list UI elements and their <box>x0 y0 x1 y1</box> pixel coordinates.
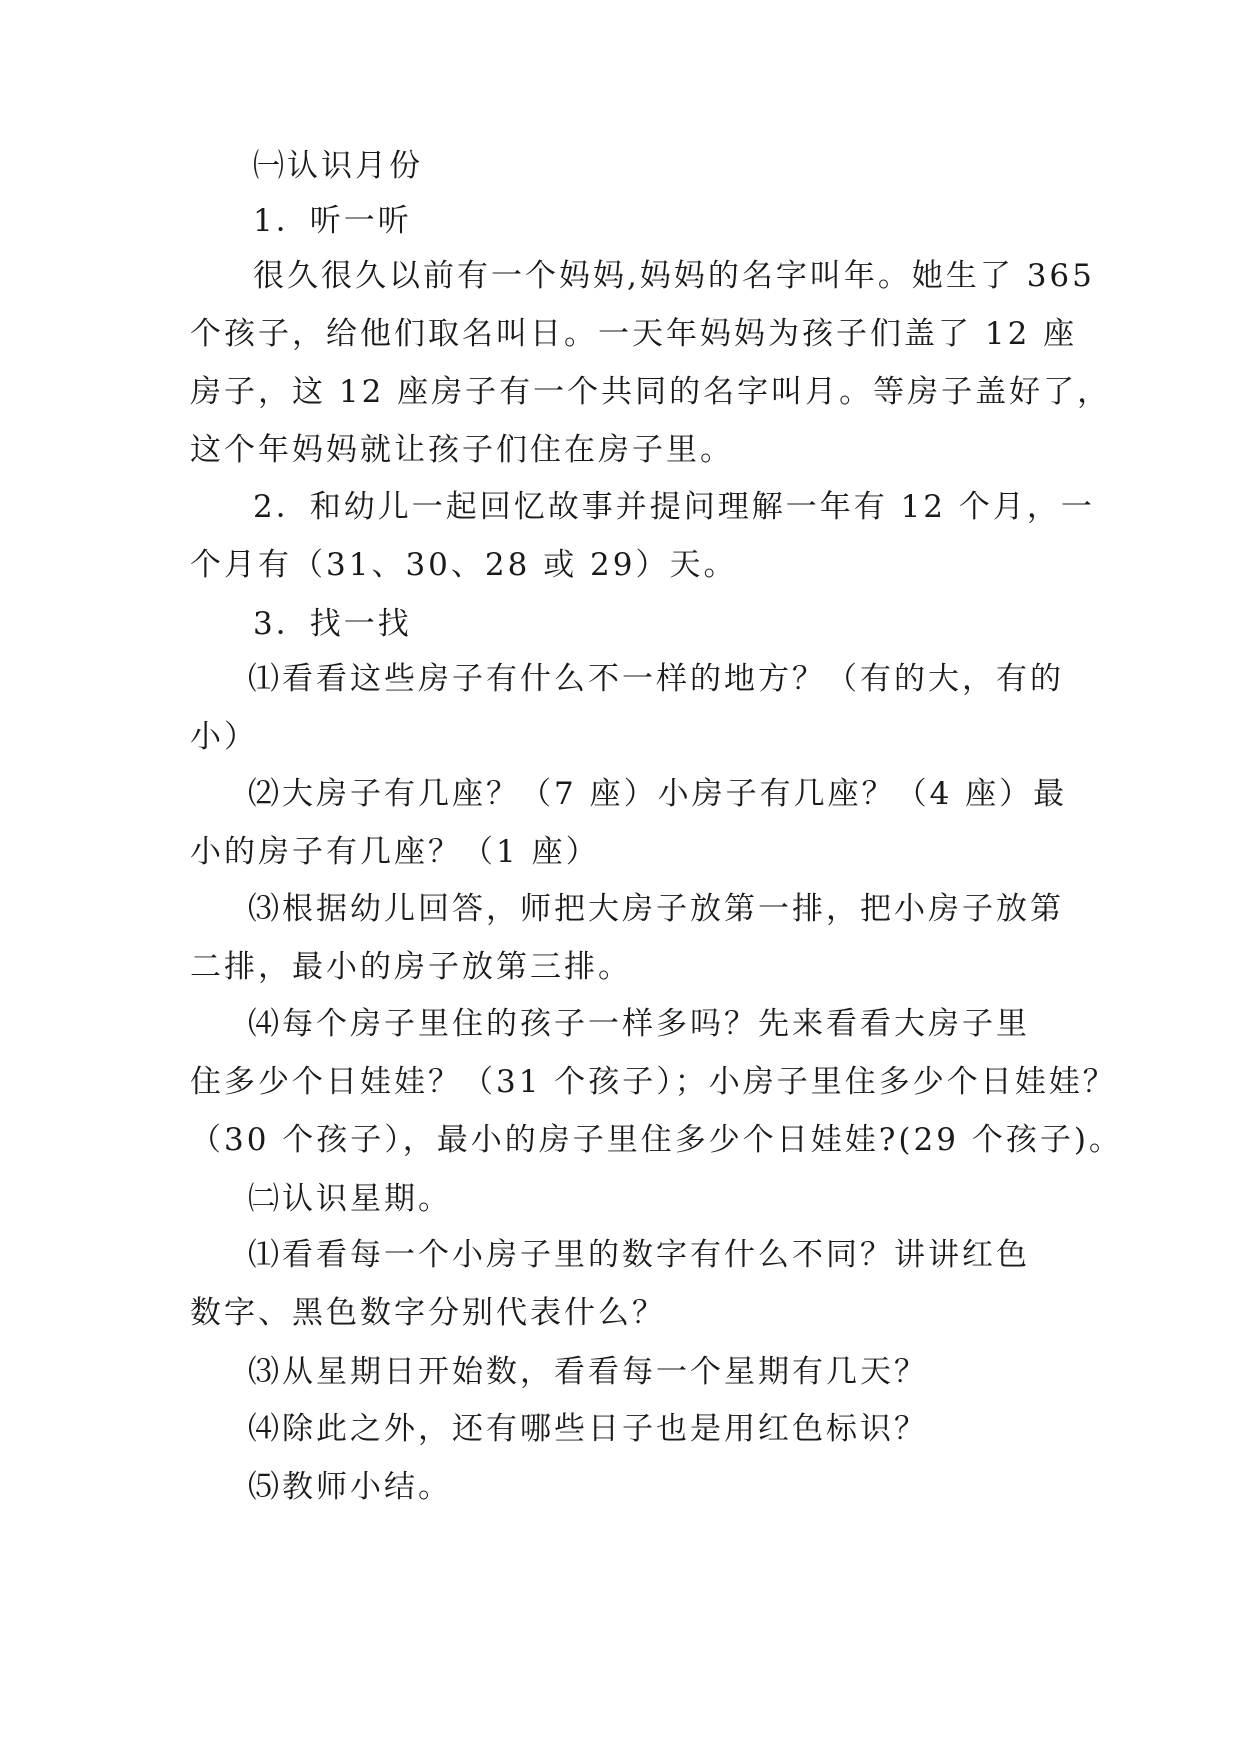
section-heading-months <box>190 137 1060 195</box>
story-paragraph <box>190 247 1112 479</box>
question-1 <box>190 650 1064 766</box>
section-heading-weeks <box>190 1170 1060 1228</box>
week-question-3 <box>190 1343 1060 1401</box>
text-line: （30 个孩子），最小的房子里住多少个日娃娃?(29 个孩子)。 <box>190 1122 1123 1158</box>
week-question-1 <box>190 1226 1060 1342</box>
text-line: ⑵大房子有几座？（7 座）小房子有几座？（4 座）最 <box>248 776 1068 812</box>
week-summary <box>190 1458 1060 1516</box>
text-line: ⑴看看每一个小房子里的数字有什么不同？讲讲红色 <box>248 1237 1030 1273</box>
text-line: ㈠认识月份 <box>253 148 423 184</box>
step-heading-listen <box>190 192 1060 250</box>
text-line: 小） <box>190 719 258 755</box>
text-line: 二排，最小的房子放第三排。 <box>190 949 632 985</box>
text-line: ㈡认识星期。 <box>248 1181 452 1217</box>
text-line: 小的房子有几座？（1 座） <box>190 834 600 870</box>
question-3 <box>190 880 1064 996</box>
text-line: ⑴看看这些房子有什么不一样的地方？（有的大，有的 <box>248 661 1064 697</box>
text-line: ⑶根据幼儿回答，师把大房子放第一排，把小房子放第 <box>248 891 1064 927</box>
week-question-4 <box>190 1400 1060 1458</box>
text-line: 房子，这 12 座房子有一个共同的名字叫月。等房子盖好了， <box>190 374 1112 410</box>
text-line: 2．和幼儿一起回忆故事并提问理解一年有 12 个月，一 <box>253 489 1095 525</box>
text-line: 这个年妈妈就让孩子们住在房子里。 <box>190 432 734 468</box>
question-2 <box>190 765 1068 881</box>
text-line: ⑸教师小结。 <box>248 1469 452 1505</box>
text-line: 住多少个日娃娃？（31 个孩子）；小房子里住多少个日娃娃？ <box>190 1064 1117 1100</box>
text-line: ⑶从星期日开始数，看看每一个星期有几天？ <box>248 1354 928 1390</box>
text-line: 个月有（31、30、28 或 29）天。 <box>190 547 738 583</box>
step-recall-paragraph <box>190 478 1095 594</box>
text-line: 个孩子，给他们取名叫日。一天年妈妈为孩子们盖了 12 座 <box>190 316 1078 352</box>
text-line: 3．找一找 <box>253 606 412 642</box>
step-heading-find <box>190 595 1060 653</box>
question-4 <box>190 995 1123 1169</box>
text-line: 数字、黑色数字分别代表什么？ <box>190 1295 666 1331</box>
text-line: ⑷每个房子里住的孩子一样多吗？先来看看大房子里 <box>248 1006 1030 1042</box>
text-line: 1．听一听 <box>253 203 412 239</box>
text-line: 很久很久以前有一个妈妈,妈妈的名字叫年。她生了 365 <box>253 258 1095 294</box>
text-line: ⑷除此之外，还有哪些日子也是用红色标识？ <box>248 1411 928 1447</box>
